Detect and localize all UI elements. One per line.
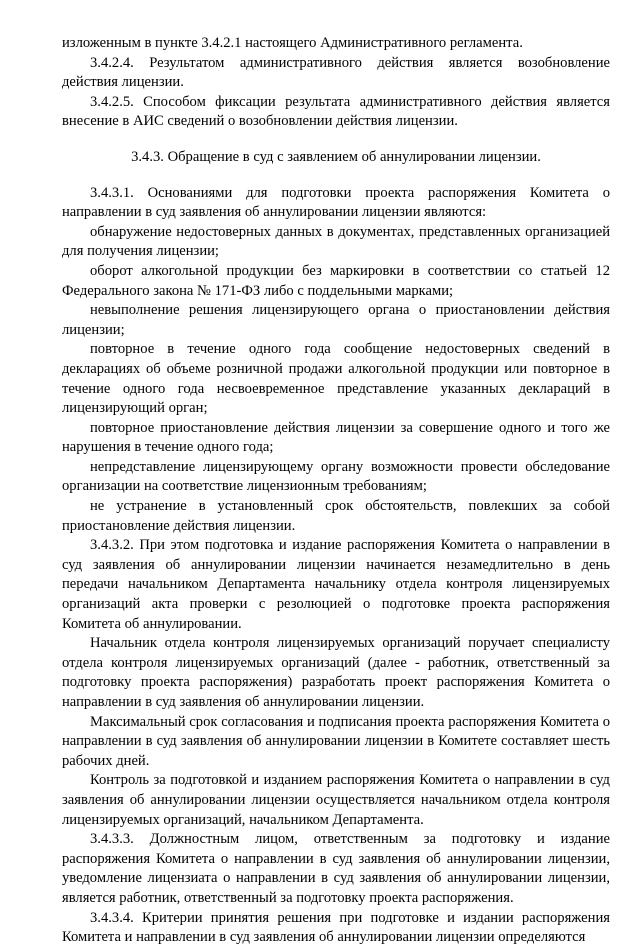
ground-item: повторное в течение одного года сообщение недостоверных сведений в декларациях об объеме розничной продажи алкогольной продукции или повторное в течение одного года несвоевременное представление указанных деклараций в лицензирующий орган;: [62, 341, 610, 417]
paragraph-3-4-2-4: 3.4.2.4. Результатом административного действия является возобновление действия лицензии.: [62, 54, 610, 91]
paragraph-3-4-3-2: 3.4.3.2. При этом подготовка и издание распоряжения Комитета о направлении в суд заявления об аннулировании лицензии начинается незамедлительно в день передачи начальником Департамента начальнику отдела контроля лицензируемых организаций акта проверки с резолюцией о подготовке проекта распоряжения Комитета об аннулировании.: [62, 537, 610, 632]
ground-item: не устранение в установленный срок обстоятельств, повлекших за собой приостановление действия лицензии.: [62, 498, 610, 534]
ground-item: оборот алкогольной продукции без маркировки в соответствии со статьей 12 Федерального закона № 171-ФЗ либо с поддельными марками;: [62, 262, 610, 299]
paragraph-continuation: изложенным в пункте 3.4.2.1 настоящего Административного регламента.: [62, 35, 523, 51]
ground-item: повторное приостановление действия лицензии за совершение одного и того же нарушения в течение одного года;: [62, 419, 610, 456]
ground-item: непредставление лицензирующему органу возможности провести обследование организации на соответствие лицензионным требованиям;: [62, 458, 610, 495]
document-page: [62, 34, 610, 948]
ground-item: обнаружение недостоверных данных в документах, представленных организацией для получения лицензии;: [62, 223, 610, 260]
paragraph-control: Контроль за подготовкой и изданием распоряжения Комитета о направлении в суд заявления об аннулировании лицензии осуществляется начальником отдела контроля лицензируемых организаций, начальником Департамента.: [62, 772, 610, 828]
ground-item: невыполнение решения лицензирующего органа о приостановлении действия лицензии;: [62, 302, 610, 338]
section-heading: 3.4.3. Обращение в суд с заявлением об аннулировании лицензии.: [131, 148, 541, 165]
paragraph-3-4-3-4: 3.4.3.4. Критерии принятия решения при подготовке и издании распоряжения Комитета и направлении в суд заявления об аннулировании лицензии определяются: [62, 909, 610, 946]
paragraph-deadline: Максимальный срок согласования и подписания проекта распоряжения Комитета о направлении в суд заявления об аннулировании лицензии в Комитете составляет шесть рабочих дней.: [62, 713, 610, 769]
paragraph-3-4-2-5: 3.4.2.5. Способом фиксации результата административного действия является внесение в АИС сведений о возобновлении действия лицензии.: [62, 93, 610, 130]
paragraph-3-4-3-1: 3.4.3.1. Основаниями для подготовки проекта распоряжения Комитета о направлении в суд заявления об аннулировании лицензии являются:: [62, 184, 610, 221]
paragraph-3-4-3-3: 3.4.3.3. Должностным лицом, ответственным за подготовку и издание распоряжения Комитета о направлении в суд заявления об аннулировании лицензии, уведомление лицензиата о направлении в суд заявления об аннулировании лицензии, является работник, ответственный за подготовку проекта распоряжения.: [62, 831, 610, 906]
paragraph-assignment: Начальник отдела контроля лицензируемых организаций поручает специалисту отдела контроля лицензируемых организаций (далее - работник, ответственный за подготовку проекта распоряжения) разработать проект распоряжения Комитета о направлении в суд заявления об аннулировании лицензии.: [62, 635, 610, 710]
